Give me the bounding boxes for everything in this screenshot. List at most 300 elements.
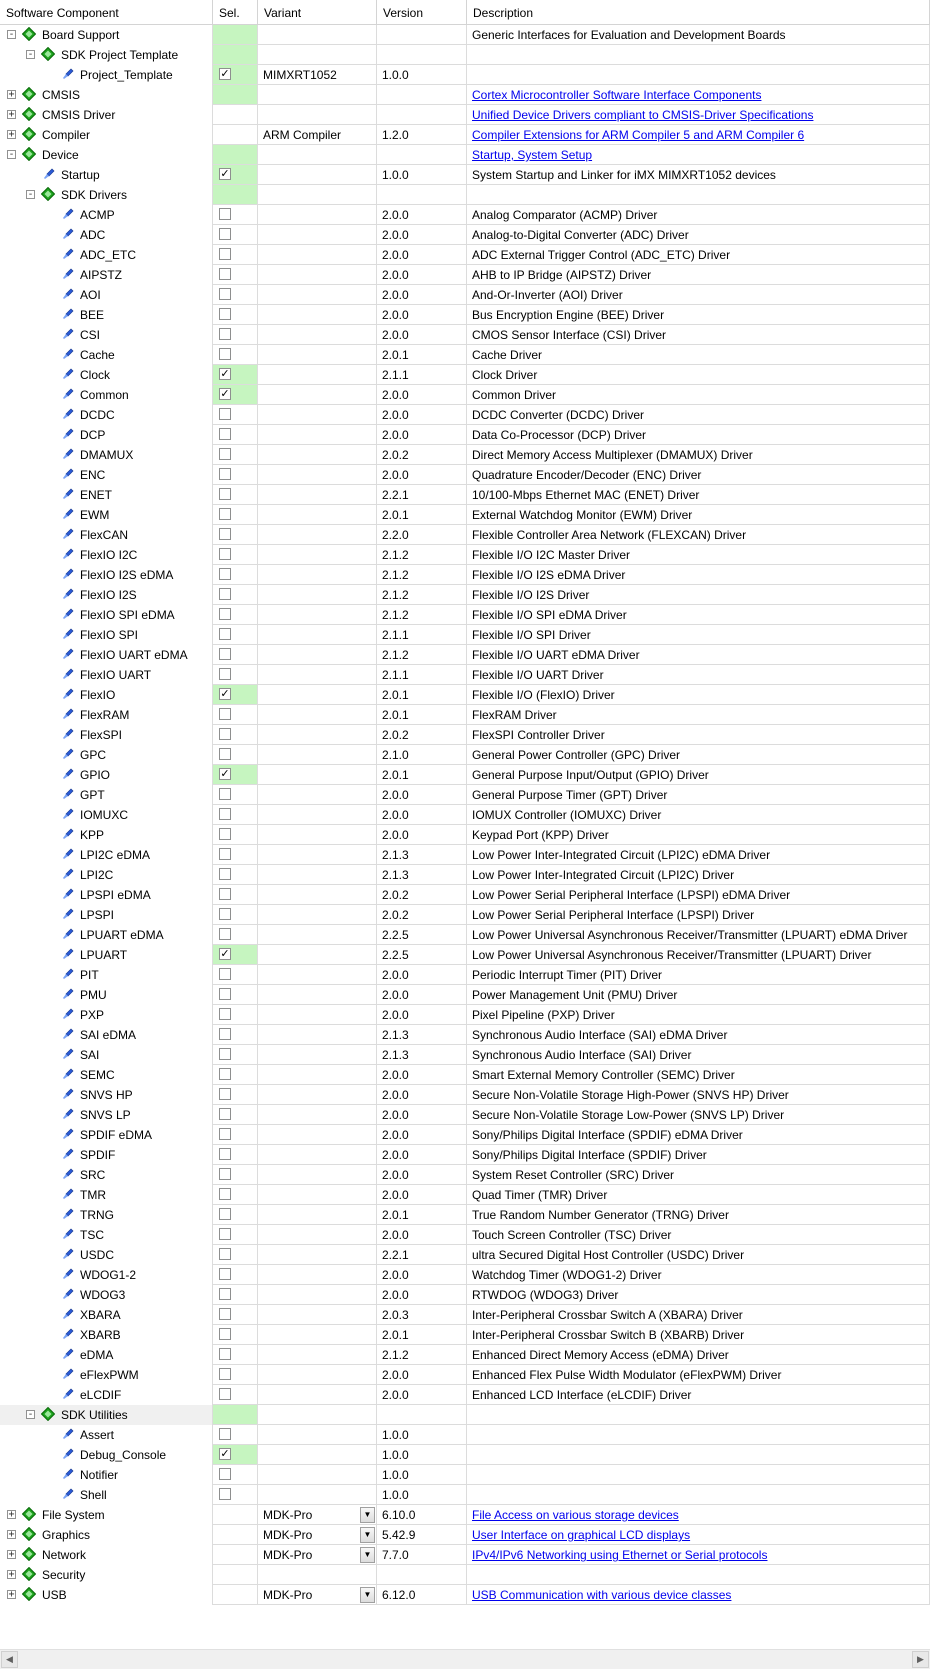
- table-row[interactable]: [0, 1345, 930, 1365]
- table-row[interactable]: [0, 245, 930, 265]
- select-checkbox[interactable]: [219, 888, 231, 900]
- table-row[interactable]: [0, 1325, 930, 1345]
- selection-cell[interactable]: [213, 285, 258, 305]
- table-row[interactable]: [0, 765, 930, 785]
- select-checkbox[interactable]: [219, 968, 231, 980]
- select-checkbox[interactable]: [219, 1168, 231, 1180]
- component-cell[interactable]: [0, 545, 213, 565]
- select-checkbox[interactable]: [219, 1428, 231, 1440]
- select-checkbox[interactable]: [219, 568, 231, 580]
- table-row[interactable]: [0, 985, 930, 1005]
- select-checkbox[interactable]: [219, 448, 231, 460]
- selection-cell[interactable]: [213, 365, 258, 385]
- expand-icon[interactable]: +: [8, 109, 15, 120]
- table-row[interactable]: [0, 1165, 930, 1185]
- selection-cell[interactable]: [213, 525, 258, 545]
- selection-cell[interactable]: [213, 245, 258, 265]
- selection-cell[interactable]: [213, 1065, 258, 1085]
- select-checkbox[interactable]: [219, 408, 231, 420]
- expand-icon[interactable]: +: [8, 129, 15, 140]
- select-checkbox[interactable]: [219, 588, 231, 600]
- selection-cell[interactable]: [213, 905, 258, 925]
- component-cell[interactable]: [0, 345, 213, 365]
- table-row[interactable]: [0, 725, 930, 745]
- table-row[interactable]: [0, 1565, 930, 1585]
- component-cell[interactable]: [0, 1065, 213, 1085]
- table-row[interactable]: [0, 1105, 930, 1125]
- select-checkbox[interactable]: [219, 1248, 231, 1260]
- select-checkbox[interactable]: ✓: [220, 168, 230, 180]
- table-row[interactable]: [0, 965, 930, 985]
- collapse-icon[interactable]: -: [27, 49, 34, 60]
- description-link[interactable]: Startup, System Setup: [472, 148, 593, 162]
- component-cell[interactable]: [0, 885, 213, 905]
- table-row[interactable]: [0, 305, 930, 325]
- component-cell[interactable]: [0, 385, 213, 405]
- description-link[interactable]: USB Communication with various device classes: [472, 1588, 732, 1602]
- selection-cell[interactable]: [213, 565, 258, 585]
- table-row[interactable]: [0, 285, 930, 305]
- component-cell[interactable]: [0, 1045, 213, 1065]
- select-checkbox[interactable]: [219, 788, 231, 800]
- selection-cell[interactable]: [213, 205, 258, 225]
- selection-cell[interactable]: [213, 1365, 258, 1385]
- table-row[interactable]: [0, 445, 930, 465]
- table-row[interactable]: [0, 1145, 930, 1165]
- expand-icon[interactable]: +: [8, 1549, 15, 1560]
- description-link[interactable]: IPv4/IPv6 Networking using Ethernet or Serial protocols: [472, 1548, 768, 1562]
- component-cell[interactable]: [0, 1545, 213, 1565]
- variant-select[interactable]: [258, 1525, 377, 1545]
- column-header-sel[interactable]: Sel.: [213, 0, 258, 24]
- table-row[interactable]: [0, 1285, 930, 1305]
- selection-cell[interactable]: [213, 645, 258, 665]
- component-cell[interactable]: [0, 1465, 213, 1485]
- selection-cell[interactable]: [213, 1045, 258, 1065]
- component-cell[interactable]: [0, 1185, 213, 1205]
- table-row[interactable]: [0, 945, 930, 965]
- component-cell[interactable]: [0, 745, 213, 765]
- collapse-icon[interactable]: -: [27, 189, 34, 200]
- selection-cell[interactable]: [213, 505, 258, 525]
- select-checkbox[interactable]: [219, 1328, 231, 1340]
- table-row[interactable]: [0, 825, 930, 845]
- selection-cell[interactable]: [213, 625, 258, 645]
- select-checkbox[interactable]: [219, 228, 231, 240]
- component-cell[interactable]: [0, 785, 213, 805]
- expand-icon[interactable]: +: [8, 1509, 15, 1520]
- table-row[interactable]: [0, 105, 930, 125]
- component-cell[interactable]: [0, 405, 213, 425]
- component-cell[interactable]: [0, 185, 213, 205]
- component-cell[interactable]: [0, 1245, 213, 1265]
- table-row[interactable]: [0, 925, 930, 945]
- table-row[interactable]: [0, 805, 930, 825]
- selection-cell[interactable]: [213, 305, 258, 325]
- selection-cell[interactable]: [213, 405, 258, 425]
- component-cell[interactable]: [0, 1385, 213, 1405]
- select-checkbox[interactable]: ✓: [220, 368, 230, 380]
- table-row[interactable]: [0, 1005, 930, 1025]
- table-row[interactable]: [0, 1225, 930, 1245]
- table-row[interactable]: [0, 1125, 930, 1145]
- component-cell[interactable]: [0, 645, 213, 665]
- select-checkbox[interactable]: [219, 548, 231, 560]
- component-cell[interactable]: [0, 505, 213, 525]
- select-checkbox[interactable]: [219, 808, 231, 820]
- component-cell[interactable]: [0, 305, 213, 325]
- component-cell[interactable]: [0, 1285, 213, 1305]
- description-link[interactable]: Compiler Extensions for ARM Compiler 5 and ARM Compiler 6: [472, 128, 805, 142]
- component-cell[interactable]: [0, 25, 213, 45]
- selection-cell[interactable]: [213, 1205, 258, 1225]
- selection-cell[interactable]: [213, 485, 258, 505]
- chevron-down-icon[interactable]: ▼: [360, 1547, 375, 1563]
- description-link[interactable]: User Interface on graphical LCD displays: [472, 1528, 691, 1542]
- select-checkbox[interactable]: [219, 1088, 231, 1100]
- selection-cell[interactable]: [213, 1185, 258, 1205]
- component-cell[interactable]: [0, 685, 213, 705]
- table-row[interactable]: [0, 205, 930, 225]
- select-checkbox[interactable]: [219, 748, 231, 760]
- selection-cell[interactable]: [213, 825, 258, 845]
- selection-cell[interactable]: [213, 265, 258, 285]
- table-row[interactable]: [0, 1525, 930, 1545]
- select-checkbox[interactable]: [219, 828, 231, 840]
- select-checkbox[interactable]: ✓: [220, 688, 230, 700]
- select-checkbox[interactable]: ✓: [220, 388, 230, 400]
- table-row[interactable]: [0, 745, 930, 765]
- component-cell[interactable]: [0, 805, 213, 825]
- select-checkbox[interactable]: [219, 268, 231, 280]
- selection-cell[interactable]: [213, 665, 258, 685]
- variant-select[interactable]: [258, 1585, 377, 1605]
- selection-cell[interactable]: [213, 1125, 258, 1145]
- selection-cell[interactable]: [213, 705, 258, 725]
- selection-cell[interactable]: [213, 585, 258, 605]
- component-cell[interactable]: [0, 965, 213, 985]
- table-row[interactable]: [0, 1365, 930, 1385]
- table-row[interactable]: [0, 865, 930, 885]
- component-cell[interactable]: [0, 245, 213, 265]
- table-row[interactable]: [0, 265, 930, 285]
- table-row[interactable]: [0, 1445, 930, 1465]
- select-checkbox[interactable]: [219, 1348, 231, 1360]
- collapse-icon[interactable]: -: [8, 29, 15, 40]
- table-row[interactable]: [0, 1405, 930, 1425]
- component-cell[interactable]: [0, 1205, 213, 1225]
- table-row[interactable]: [0, 885, 930, 905]
- table-row[interactable]: [0, 1245, 930, 1265]
- component-cell[interactable]: [0, 1525, 213, 1545]
- component-cell[interactable]: [0, 1145, 213, 1165]
- component-cell[interactable]: [0, 325, 213, 345]
- select-checkbox[interactable]: [219, 928, 231, 940]
- component-cell[interactable]: [0, 1365, 213, 1385]
- scroll-left-icon[interactable]: ◀: [1, 1651, 18, 1668]
- selection-cell[interactable]: [213, 1325, 258, 1345]
- component-cell[interactable]: [0, 165, 213, 185]
- selection-cell[interactable]: [213, 1465, 258, 1485]
- selection-cell[interactable]: [213, 1345, 258, 1365]
- table-row[interactable]: [0, 645, 930, 665]
- table-row[interactable]: [0, 785, 930, 805]
- selection-cell[interactable]: [213, 1265, 258, 1285]
- select-checkbox[interactable]: [219, 348, 231, 360]
- table-row[interactable]: [0, 705, 930, 725]
- column-header-version[interactable]: Version: [377, 0, 467, 24]
- component-cell[interactable]: [0, 445, 213, 465]
- selection-cell[interactable]: [213, 1005, 258, 1025]
- select-checkbox[interactable]: [219, 468, 231, 480]
- scroll-right-icon[interactable]: ▶: [912, 1651, 929, 1668]
- table-row[interactable]: [0, 605, 930, 625]
- selection-cell[interactable]: [213, 1165, 258, 1185]
- selection-cell[interactable]: [213, 1145, 258, 1165]
- select-checkbox[interactable]: [219, 1208, 231, 1220]
- selection-cell[interactable]: [213, 1425, 258, 1445]
- table-row[interactable]: [0, 1545, 930, 1565]
- component-cell[interactable]: [0, 45, 213, 65]
- table-row[interactable]: [0, 1065, 930, 1085]
- select-checkbox[interactable]: [219, 628, 231, 640]
- select-checkbox[interactable]: [219, 1148, 231, 1160]
- select-checkbox[interactable]: [219, 328, 231, 340]
- component-cell[interactable]: [0, 105, 213, 125]
- select-checkbox[interactable]: [219, 848, 231, 860]
- component-cell[interactable]: [0, 565, 213, 585]
- table-row[interactable]: [0, 1185, 930, 1205]
- table-row[interactable]: [0, 185, 930, 205]
- table-row[interactable]: [0, 325, 930, 345]
- selection-cell[interactable]: [213, 445, 258, 465]
- select-checkbox[interactable]: [219, 1308, 231, 1320]
- component-cell[interactable]: [0, 605, 213, 625]
- expand-icon[interactable]: +: [8, 1569, 15, 1580]
- selection-cell[interactable]: [213, 325, 258, 345]
- selection-cell[interactable]: [213, 1245, 258, 1265]
- selection-cell[interactable]: [213, 685, 258, 705]
- component-cell[interactable]: [0, 1165, 213, 1185]
- select-checkbox[interactable]: [219, 1188, 231, 1200]
- table-row[interactable]: [0, 485, 930, 505]
- select-checkbox[interactable]: [219, 1128, 231, 1140]
- selection-cell[interactable]: [213, 1445, 258, 1465]
- column-header-variant[interactable]: Variant: [258, 0, 377, 24]
- table-row[interactable]: [0, 585, 930, 605]
- selection-cell[interactable]: [213, 1285, 258, 1305]
- select-checkbox[interactable]: [219, 868, 231, 880]
- component-cell[interactable]: [0, 1225, 213, 1245]
- selection-cell[interactable]: [213, 785, 258, 805]
- selection-cell[interactable]: [213, 1025, 258, 1045]
- table-row[interactable]: [0, 365, 930, 385]
- selection-cell[interactable]: [213, 1485, 258, 1505]
- component-cell[interactable]: [0, 125, 213, 145]
- component-cell[interactable]: [0, 425, 213, 445]
- horizontal-scrollbar[interactable]: [0, 1649, 930, 1669]
- description-link[interactable]: Cortex Microcontroller Software Interface Components: [472, 88, 762, 102]
- table-row[interactable]: [0, 1385, 930, 1405]
- select-checkbox[interactable]: [219, 1108, 231, 1120]
- select-checkbox[interactable]: [219, 428, 231, 440]
- selection-cell[interactable]: [213, 1225, 258, 1245]
- select-checkbox[interactable]: [219, 728, 231, 740]
- component-cell[interactable]: [0, 1485, 213, 1505]
- collapse-icon[interactable]: -: [8, 149, 15, 160]
- description-link[interactable]: File Access on various storage devices: [472, 1508, 679, 1522]
- table-row[interactable]: [0, 565, 930, 585]
- component-cell[interactable]: [0, 485, 213, 505]
- component-cell[interactable]: [0, 725, 213, 745]
- component-cell[interactable]: [0, 465, 213, 485]
- select-checkbox[interactable]: [219, 1228, 231, 1240]
- component-cell[interactable]: [0, 65, 213, 85]
- select-checkbox[interactable]: [219, 528, 231, 540]
- selection-cell[interactable]: [213, 925, 258, 945]
- select-checkbox[interactable]: [219, 488, 231, 500]
- table-row[interactable]: [0, 345, 930, 365]
- select-checkbox[interactable]: [219, 508, 231, 520]
- component-cell[interactable]: [0, 205, 213, 225]
- selection-cell[interactable]: [213, 985, 258, 1005]
- select-checkbox[interactable]: [219, 1048, 231, 1060]
- selection-cell[interactable]: [213, 65, 258, 85]
- selection-cell[interactable]: [213, 225, 258, 245]
- table-row[interactable]: [0, 1205, 930, 1225]
- component-cell[interactable]: [0, 845, 213, 865]
- component-cell[interactable]: [0, 665, 213, 685]
- table-row[interactable]: [0, 545, 930, 565]
- component-cell[interactable]: [0, 1425, 213, 1445]
- select-checkbox[interactable]: [219, 1028, 231, 1040]
- component-cell[interactable]: [0, 1405, 213, 1425]
- component-cell[interactable]: [0, 525, 213, 545]
- selection-cell[interactable]: [213, 885, 258, 905]
- component-cell[interactable]: [0, 1025, 213, 1045]
- select-checkbox[interactable]: [219, 248, 231, 260]
- select-checkbox[interactable]: [219, 288, 231, 300]
- expand-icon[interactable]: +: [8, 89, 15, 100]
- select-checkbox[interactable]: ✓: [220, 1448, 230, 1460]
- select-checkbox[interactable]: [219, 1268, 231, 1280]
- component-cell[interactable]: [0, 825, 213, 845]
- select-checkbox[interactable]: [219, 668, 231, 680]
- column-header-description[interactable]: Description: [467, 0, 930, 24]
- selection-cell[interactable]: [213, 965, 258, 985]
- table-row[interactable]: [0, 905, 930, 925]
- selection-cell[interactable]: [213, 465, 258, 485]
- component-cell[interactable]: [0, 1005, 213, 1025]
- table-row[interactable]: [0, 405, 930, 425]
- select-checkbox[interactable]: [219, 708, 231, 720]
- table-row[interactable]: [0, 145, 930, 165]
- select-checkbox[interactable]: [219, 908, 231, 920]
- component-cell[interactable]: [0, 945, 213, 965]
- table-row[interactable]: [0, 1465, 930, 1485]
- component-cell[interactable]: [0, 1125, 213, 1145]
- table-row[interactable]: [0, 685, 930, 705]
- table-row[interactable]: [0, 465, 930, 485]
- component-cell[interactable]: [0, 1325, 213, 1345]
- component-cell[interactable]: [0, 1265, 213, 1285]
- select-checkbox[interactable]: [219, 988, 231, 1000]
- expand-icon[interactable]: +: [8, 1529, 15, 1540]
- selection-cell[interactable]: [213, 545, 258, 565]
- description-link[interactable]: Unified Device Drivers compliant to CMSIS-Driver Specifications: [472, 108, 814, 122]
- selection-cell[interactable]: [213, 1385, 258, 1405]
- table-row[interactable]: [0, 45, 930, 65]
- table-row[interactable]: [0, 1025, 930, 1045]
- component-cell[interactable]: [0, 625, 213, 645]
- table-row[interactable]: [0, 845, 930, 865]
- component-cell[interactable]: [0, 585, 213, 605]
- selection-cell[interactable]: [213, 805, 258, 825]
- collapse-icon[interactable]: -: [27, 1409, 34, 1420]
- component-cell[interactable]: [0, 365, 213, 385]
- table-row[interactable]: [0, 1265, 930, 1285]
- selection-cell[interactable]: [213, 425, 258, 445]
- component-cell[interactable]: [0, 985, 213, 1005]
- chevron-down-icon[interactable]: ▼: [360, 1527, 375, 1543]
- table-row[interactable]: [0, 665, 930, 685]
- component-cell[interactable]: [0, 1305, 213, 1325]
- table-row[interactable]: [0, 125, 930, 145]
- selection-cell[interactable]: [213, 745, 258, 765]
- table-row[interactable]: [0, 1085, 930, 1105]
- selection-cell[interactable]: [213, 345, 258, 365]
- selection-cell[interactable]: [213, 765, 258, 785]
- variant-select[interactable]: [258, 1545, 377, 1565]
- component-cell[interactable]: [0, 1085, 213, 1105]
- component-cell[interactable]: [0, 905, 213, 925]
- component-cell[interactable]: [0, 765, 213, 785]
- table-row[interactable]: [0, 165, 930, 185]
- table-row[interactable]: [0, 1425, 930, 1445]
- select-checkbox[interactable]: [219, 1468, 231, 1480]
- chevron-down-icon[interactable]: ▼: [360, 1507, 375, 1523]
- component-cell[interactable]: [0, 865, 213, 885]
- component-cell[interactable]: [0, 265, 213, 285]
- component-cell[interactable]: [0, 225, 213, 245]
- select-checkbox[interactable]: [219, 208, 231, 220]
- table-row[interactable]: [0, 65, 930, 85]
- select-checkbox[interactable]: ✓: [220, 948, 230, 960]
- select-checkbox[interactable]: [219, 308, 231, 320]
- table-row[interactable]: [0, 25, 930, 45]
- table-row[interactable]: [0, 425, 930, 445]
- table-row[interactable]: [0, 1585, 930, 1605]
- selection-cell[interactable]: [213, 1305, 258, 1325]
- selection-cell[interactable]: [213, 385, 258, 405]
- selection-cell[interactable]: [213, 845, 258, 865]
- table-row[interactable]: [0, 505, 930, 525]
- component-cell[interactable]: [0, 1345, 213, 1365]
- component-cell[interactable]: [0, 1565, 213, 1585]
- selection-cell[interactable]: [213, 1105, 258, 1125]
- select-checkbox[interactable]: [219, 1008, 231, 1020]
- component-cell[interactable]: [0, 285, 213, 305]
- table-row[interactable]: [0, 225, 930, 245]
- column-header-component[interactable]: Software Component: [0, 0, 213, 24]
- table-row[interactable]: [0, 1485, 930, 1505]
- component-cell[interactable]: [0, 85, 213, 105]
- component-cell[interactable]: [0, 1585, 213, 1605]
- variant-select[interactable]: [258, 1505, 377, 1525]
- select-checkbox[interactable]: ✓: [220, 68, 230, 80]
- selection-cell[interactable]: [213, 605, 258, 625]
- select-checkbox[interactable]: [219, 1288, 231, 1300]
